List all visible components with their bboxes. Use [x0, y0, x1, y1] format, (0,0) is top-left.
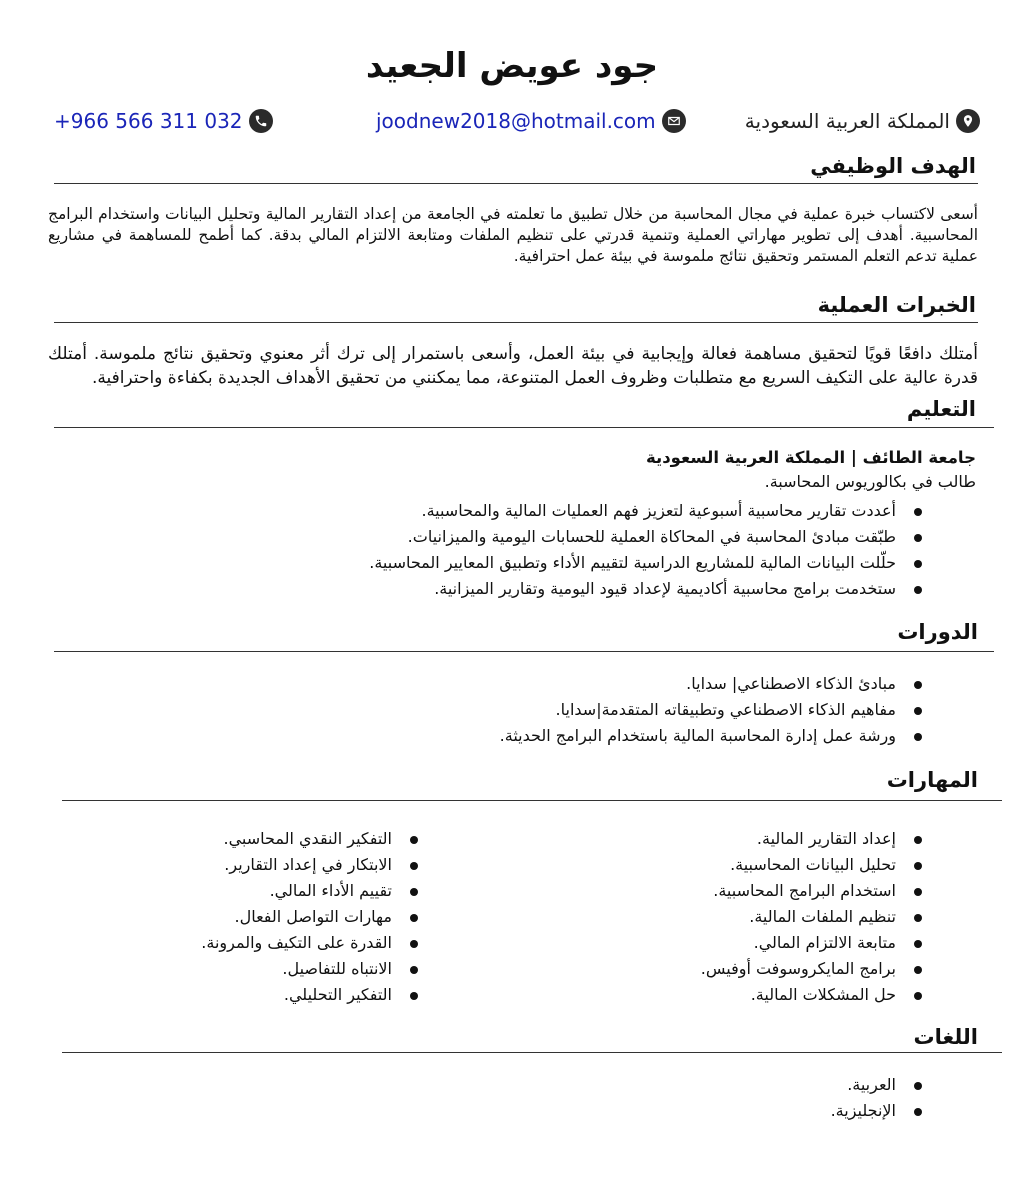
list-item: إعداد التقارير المالية. [701, 826, 932, 852]
list-item: مبادئ الذكاء الاصطناعي| سدايا. [500, 671, 932, 697]
list-item: القدرة على التكيف والمرونة. [201, 930, 428, 956]
phone-icon [249, 109, 273, 133]
degree-line: طالب في بكالوريوس المحاسبة. [764, 472, 976, 491]
contact-email[interactable] [376, 104, 686, 138]
languages-heading: اللغات [913, 1025, 978, 1049]
list-item: العربية. [831, 1072, 932, 1098]
list-item: تحليل البيانات المحاسبية. [701, 852, 932, 878]
skills-list-column-2 [201, 826, 428, 1008]
courses-list [500, 671, 932, 749]
education-achievements-list [369, 498, 932, 602]
section-divider [62, 800, 1002, 801]
section-divider [54, 651, 994, 652]
location-pin-icon [956, 109, 980, 133]
list-item: استخدام البرامج المحاسبية. [701, 878, 932, 904]
envelope-icon [662, 109, 686, 133]
list-item: برامج المايكروسوفت أوفيس. [701, 956, 932, 982]
list-item: حلّلت البيانات المالية للمشاريع الدراسية لتقييم الأداء وتطبيق المعايير المحاسبية. [369, 550, 932, 576]
education-heading: التعليم [906, 397, 976, 421]
location-text: المملكة العربية السعودية [744, 109, 950, 133]
section-divider [54, 183, 978, 184]
list-item: الانتباه للتفاصيل. [201, 956, 428, 982]
list-item: مفاهيم الذكاء الاصطناعي وتطبيقاته المتقدمة|سدايا. [500, 697, 932, 723]
list-item: الإنجليزية. [831, 1098, 932, 1124]
languages-list [831, 1072, 932, 1124]
phone-link[interactable]: +966 566 311 032 [54, 109, 243, 133]
section-divider [54, 427, 994, 428]
list-item: تقييم الأداء المالي. [201, 878, 428, 904]
skills-list-column-1 [701, 826, 932, 1008]
list-item: ستخدمت برامج محاسبية أكاديمية لإعداد قيود اليومية وتقارير الميزانية. [369, 576, 932, 602]
skills-heading: المهارات [886, 768, 978, 792]
list-item: طبّقت مبادئ المحاسبة في المحاكاة العملية للحسابات اليومية والميزانيات. [369, 524, 932, 550]
candidate-name: جود عويض الجعيد [365, 46, 659, 86]
objective-text: أسعى لاكتساب خبرة عملية في مجال المحاسبة من خلال تطبيق ما تعلمته في الجامعة من إعداد التقارير المالية وتحليل البيانات واستخدام البرامج المحاسبية. أهدف إلى تطوير مهاراتي العملية وتنمية قدرتي على تنظيم الملفات ومتابعة الالتزام المالي بدقة. كما أطمح للمساهمة في مشاريع عملية تدعم التعلم المستمر وتحقيق نتائج ملموسة في بيئة عمل احترافية. [48, 205, 978, 265]
courses-heading: الدورات [897, 620, 978, 644]
list-item: متابعة الالتزام المالي. [701, 930, 932, 956]
experience-text: أمتلك دافعًا قويًا لتحقيق مساهمة فعالة وإيجابية في بيئة العمل، وأسعى باستمرار إلى ترك أثر معنوي وتحقيق نتائج ملموسة. أمتلك قدرة عالية على التكيف السريع مع متطلبات وظروف العمل المتنوعة، مما يمكنني من تحقيق الأهداف الجديدة بكفاءة واحترافية. [48, 344, 978, 388]
section-divider [54, 322, 978, 323]
list-item: حل المشكلات المالية. [701, 982, 932, 1008]
list-item: التفكير النقدي المحاسبي. [201, 826, 428, 852]
university-line: جامعة الطائف | المملكة العربية السعودية [646, 448, 976, 467]
experience-heading: الخبرات العملية [817, 293, 976, 317]
list-item: الابتكار في إعداد التقارير. [201, 852, 428, 878]
list-item: ورشة عمل إدارة المحاسبة المالية باستخدام البرامج الحديثة. [500, 723, 932, 749]
contact-location [745, 104, 980, 138]
list-item: التفكير التحليلي. [201, 982, 428, 1008]
list-item: أعددت تقارير محاسبية أسبوعية لتعزيز فهم العمليات المالية والمحاسبية. [369, 498, 932, 524]
section-divider [62, 1052, 1002, 1053]
contact-phone[interactable] [54, 104, 273, 138]
objective-heading: الهدف الوظيفي [810, 154, 976, 178]
list-item: تنظيم الملفات المالية. [701, 904, 932, 930]
email-link[interactable]: joodnew2018@hotmail.com [376, 109, 656, 133]
list-item: مهارات التواصل الفعال. [201, 904, 428, 930]
